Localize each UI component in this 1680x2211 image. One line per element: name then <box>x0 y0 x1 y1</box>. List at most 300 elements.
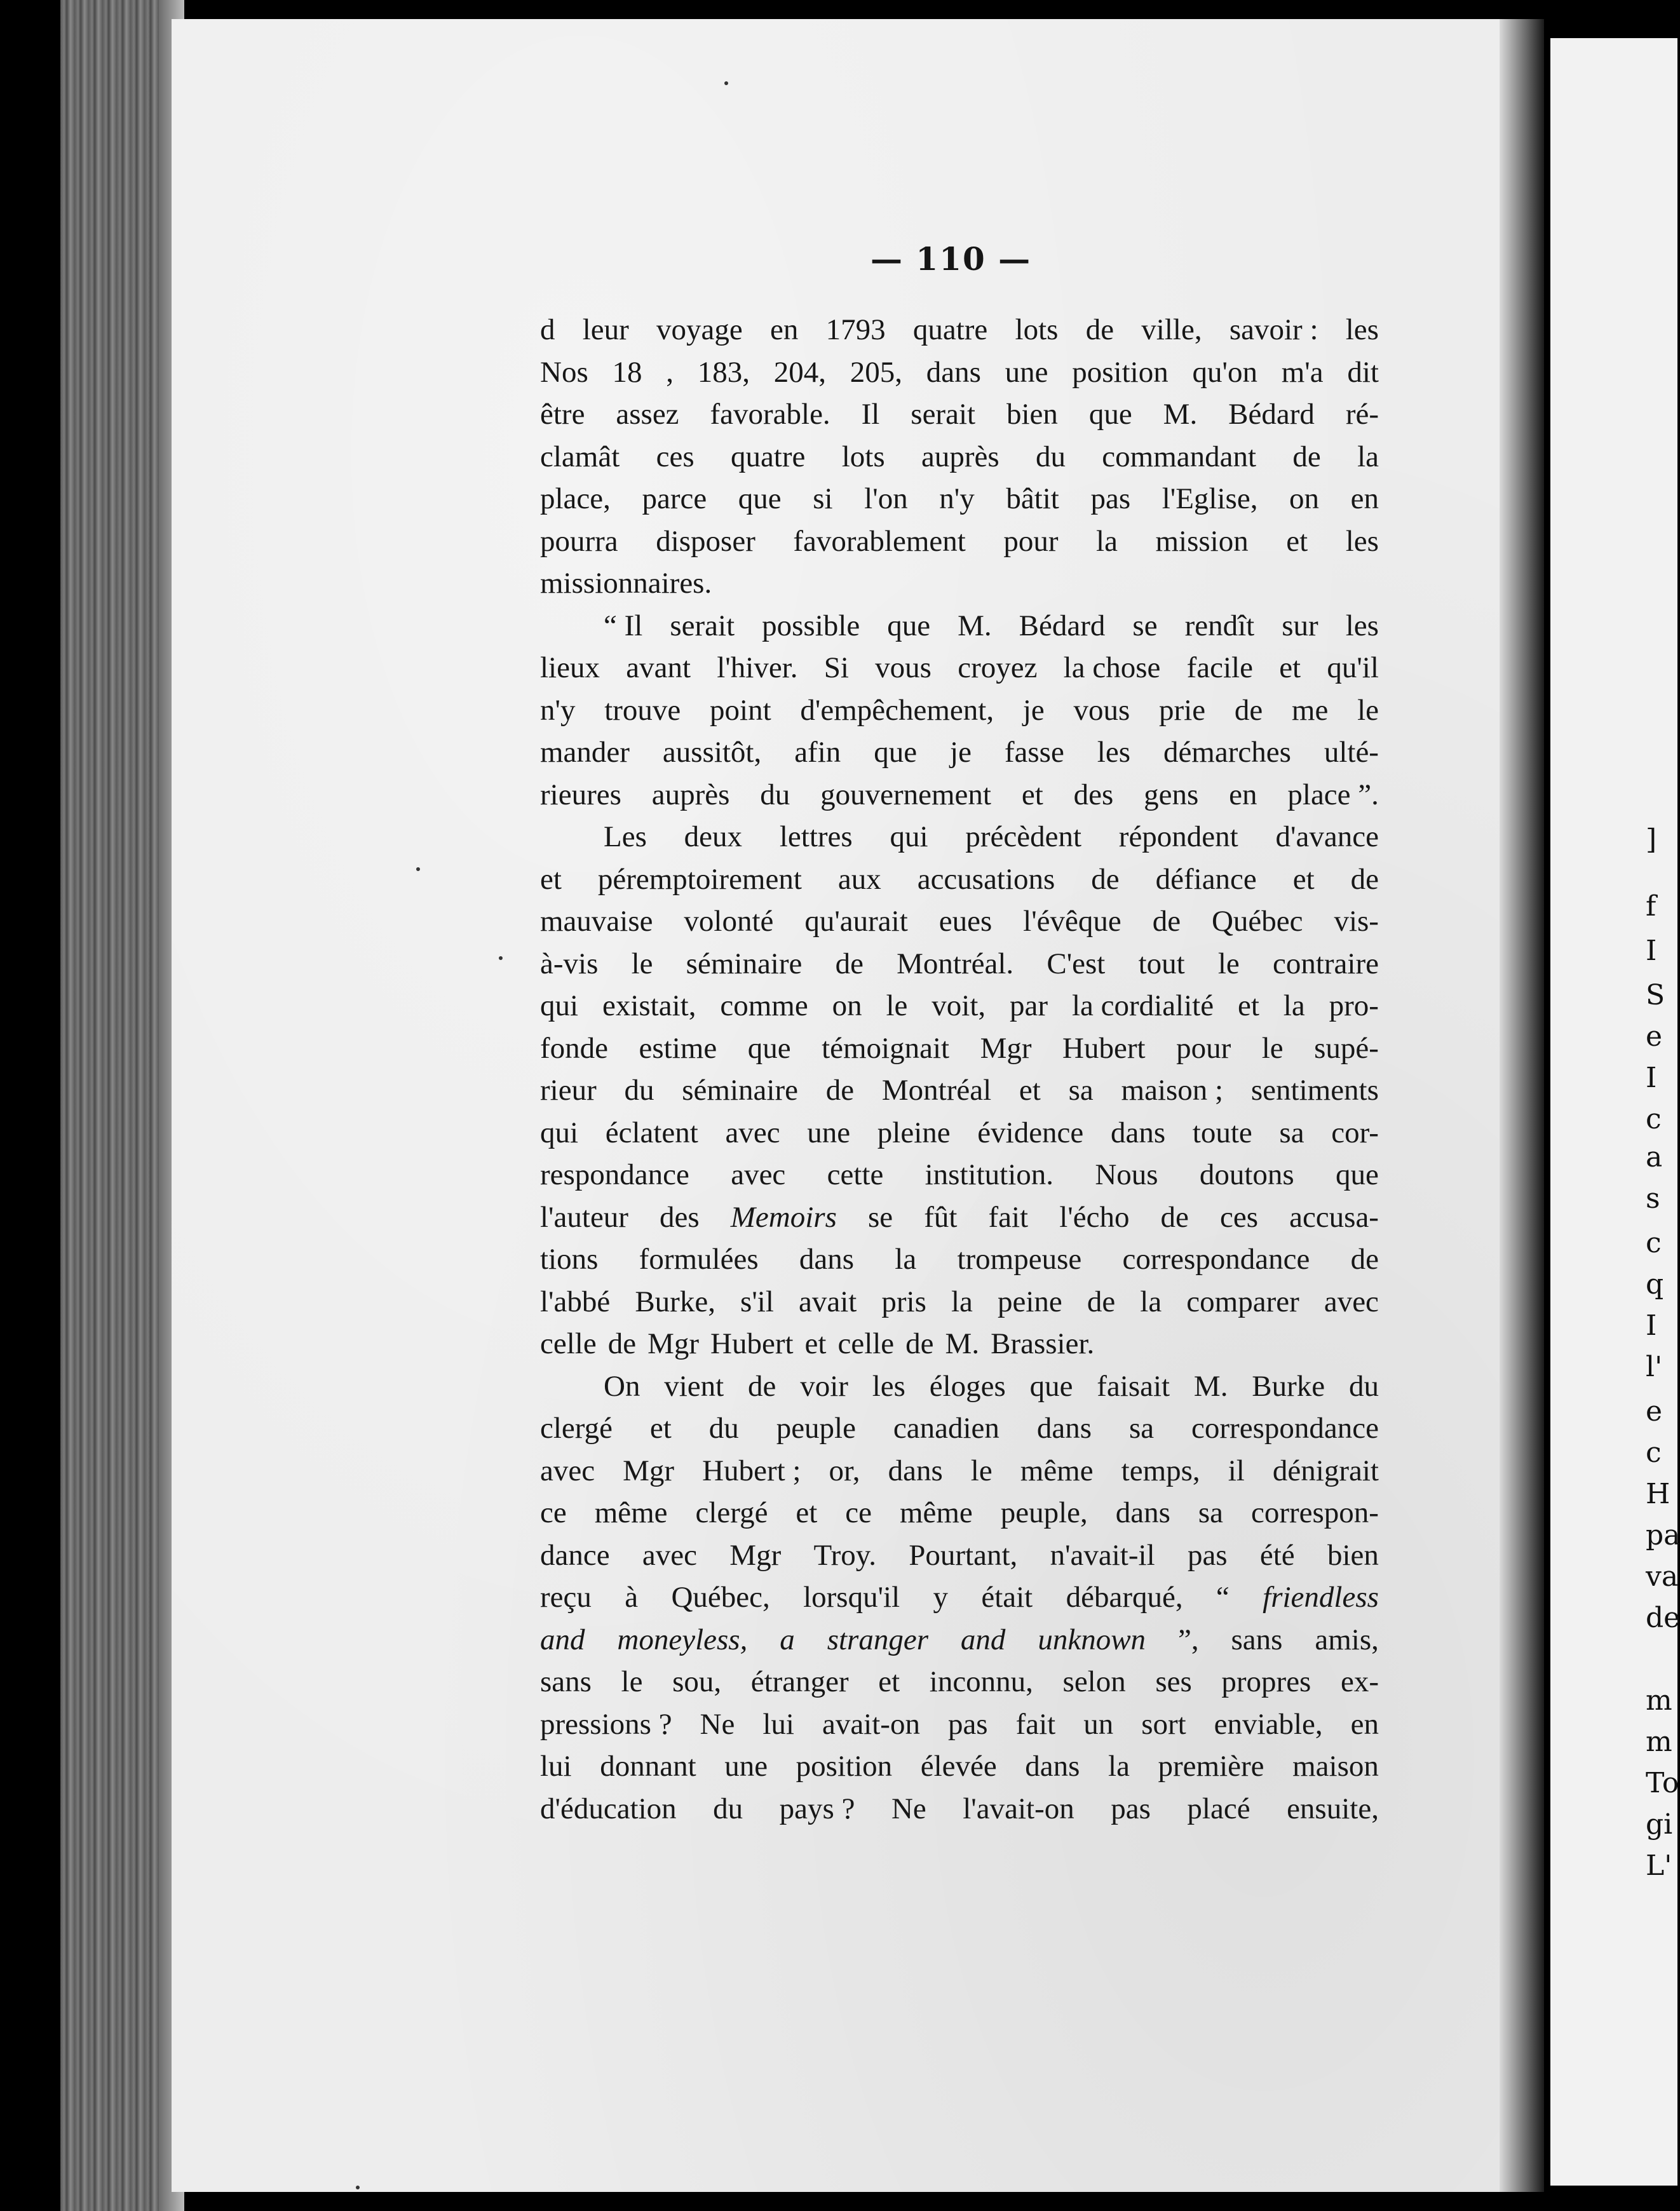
word: pour <box>1003 524 1059 558</box>
word: et <box>1021 778 1043 811</box>
word: clergé <box>540 1412 613 1445</box>
word: dénigrait <box>1272 1454 1379 1487</box>
word: pays ? <box>779 1792 855 1825</box>
word: à <box>625 1581 639 1614</box>
word: gens <box>1144 778 1199 811</box>
word: se <box>1132 609 1158 642</box>
word: peuple <box>776 1412 856 1445</box>
facing-page-fragment: l' <box>1646 1351 1663 1383</box>
word: propres <box>1221 1665 1311 1698</box>
word: avec <box>540 1454 595 1487</box>
word: pas <box>1090 482 1131 515</box>
word: de <box>1152 905 1181 938</box>
word: de <box>835 947 864 980</box>
word: auprès <box>921 440 999 473</box>
word: Mgr <box>647 1327 700 1360</box>
word: Québec, <box>671 1581 770 1614</box>
word: ce <box>845 1496 872 1529</box>
word: d <box>540 313 555 346</box>
word: fonde <box>540 1031 609 1065</box>
word: mission <box>1155 524 1249 558</box>
word: avait-on <box>822 1707 920 1741</box>
word: qu'on <box>1192 355 1257 389</box>
word: sentiments <box>1250 1074 1379 1107</box>
text-line <box>540 1323 1379 1365</box>
word: de <box>607 1327 637 1360</box>
word: gouvernement <box>820 778 991 811</box>
word: défiance <box>1155 862 1257 896</box>
facing-page-fragment: c <box>1646 1227 1662 1259</box>
text-line <box>540 774 1379 816</box>
word: les <box>872 1369 905 1403</box>
word: Hubert <box>710 1327 794 1360</box>
word: lieux <box>540 651 600 684</box>
text-line <box>540 478 1379 520</box>
word: de <box>905 1327 934 1360</box>
word: fasse <box>1004 736 1064 769</box>
facing-page-fragment: gi <box>1646 1808 1673 1841</box>
word: même <box>594 1496 668 1529</box>
facing-page-fragment: a <box>1646 1141 1663 1173</box>
word: de <box>825 1074 855 1107</box>
text-line <box>540 858 1379 901</box>
word: première <box>1158 1750 1264 1783</box>
text-line <box>540 1450 1379 1492</box>
word: débarqué, <box>1066 1581 1183 1614</box>
word: aussitôt, <box>662 736 762 769</box>
word: sort <box>1141 1707 1186 1741</box>
word: avant <box>626 651 691 684</box>
word: Les <box>604 820 647 853</box>
word: sans <box>540 1665 592 1698</box>
word: 204, <box>773 355 826 389</box>
word: d'avance <box>1275 820 1379 853</box>
word: ”, <box>1177 1623 1199 1656</box>
word: inconnu, <box>929 1665 1033 1698</box>
word: y <box>933 1581 948 1614</box>
word: on <box>832 989 862 1022</box>
word: une <box>807 1116 851 1149</box>
word: péremptoirement <box>597 862 802 896</box>
word: de <box>1292 440 1321 473</box>
word: lui <box>540 1750 572 1783</box>
word: Burke, <box>635 1285 715 1318</box>
word: que <box>874 736 918 769</box>
word: on <box>1289 482 1320 515</box>
word: a <box>780 1623 795 1656</box>
text-line <box>540 1576 1379 1619</box>
word: faisait <box>1097 1369 1170 1403</box>
word: estime <box>639 1031 717 1065</box>
word: peine <box>997 1285 1062 1318</box>
word: supé- <box>1314 1031 1379 1065</box>
facing-page-fragment: ] <box>1646 823 1657 856</box>
word: maison <box>1292 1750 1379 1783</box>
word: témoignait <box>822 1031 950 1065</box>
word: et <box>804 1327 827 1360</box>
facing-page-fragment: e <box>1646 1395 1663 1428</box>
word: la <box>895 1243 917 1276</box>
word: la cordialité <box>1071 989 1214 1022</box>
facing-page-fragment: e <box>1646 1020 1663 1053</box>
facing-page-fragment: c <box>1646 1437 1662 1469</box>
word: éclatent <box>605 1116 698 1149</box>
word: place ”. <box>1287 778 1379 811</box>
word: la chose <box>1063 651 1161 684</box>
word: le <box>1217 947 1240 980</box>
word: du <box>1348 1369 1379 1403</box>
text-line <box>540 1619 1379 1661</box>
word: , <box>666 355 674 389</box>
word: “ Il <box>604 609 643 642</box>
word: que <box>887 609 931 642</box>
word: se <box>867 1200 893 1234</box>
text-line <box>540 689 1379 732</box>
word: ces <box>656 440 694 473</box>
word: trouve <box>604 693 681 727</box>
word: and <box>540 1623 585 1656</box>
word: pourra <box>540 524 618 558</box>
facing-page-fragment: c <box>1646 1103 1662 1135</box>
word: dans <box>1110 1116 1166 1149</box>
word: missionnaires. <box>540 567 712 600</box>
word: et <box>1279 651 1301 684</box>
word: leur <box>582 313 629 346</box>
word: parce <box>642 482 707 515</box>
word: la <box>1283 989 1305 1022</box>
word: l'Eglise, <box>1162 482 1258 515</box>
word: être <box>540 398 585 431</box>
word: en <box>1350 1707 1379 1741</box>
word: et <box>878 1665 900 1698</box>
word: ensuite, <box>1287 1792 1379 1825</box>
word: Ne <box>891 1792 926 1825</box>
text-line <box>540 943 1379 985</box>
facing-page-fragment: S <box>1646 979 1665 1011</box>
text-line <box>540 1788 1379 1830</box>
word: été <box>1259 1538 1295 1572</box>
text-line <box>540 1027 1379 1070</box>
word: m'a <box>1281 355 1324 389</box>
text-line <box>540 520 1379 563</box>
text-line <box>540 393 1379 436</box>
word: d'éducation <box>540 1792 677 1825</box>
text-line <box>540 816 1379 858</box>
word: et <box>649 1412 672 1445</box>
word: C'est <box>1047 947 1106 980</box>
word: les <box>1345 313 1379 346</box>
facing-page-fragment: m <box>1646 1684 1672 1717</box>
word: trompeuse <box>957 1243 1082 1276</box>
facing-page-fragment: f <box>1646 890 1656 923</box>
word: de <box>1087 1285 1116 1318</box>
word: une <box>724 1750 768 1783</box>
word: avait <box>798 1285 857 1318</box>
word: Si <box>823 651 849 684</box>
word: que <box>1088 398 1132 431</box>
word: du <box>760 778 790 811</box>
word: eues <box>938 905 992 938</box>
word: rieures <box>540 778 621 811</box>
word: et <box>540 862 562 896</box>
word: du <box>624 1074 654 1107</box>
word: Mgr <box>623 1454 675 1487</box>
word: l'hiver. <box>717 651 798 684</box>
word: deux <box>684 820 743 853</box>
word: comparer <box>1186 1285 1299 1318</box>
word: mauvaise <box>540 905 653 938</box>
text-line <box>540 351 1379 394</box>
word: institution. <box>925 1158 1054 1191</box>
text-line <box>540 1238 1379 1281</box>
word: temps, <box>1121 1454 1200 1487</box>
facing-page-fragment: L' <box>1646 1849 1672 1882</box>
word: pas <box>1187 1538 1228 1572</box>
word: les <box>1097 736 1130 769</box>
word: tout <box>1138 947 1185 980</box>
word: l'évêque <box>1023 905 1121 938</box>
word: and <box>960 1623 1006 1656</box>
word: facile <box>1186 651 1253 684</box>
text-line <box>540 1661 1379 1703</box>
text-line <box>540 436 1379 478</box>
word: du <box>713 1792 743 1825</box>
word: l'avait-on <box>963 1792 1074 1825</box>
word: or, <box>829 1454 860 1487</box>
word: assez <box>616 398 679 431</box>
word: correspon- <box>1250 1496 1379 1529</box>
word: placé <box>1187 1792 1250 1825</box>
text-line <box>540 1112 1379 1154</box>
word: lettres <box>779 820 853 853</box>
text-line <box>540 1365 1379 1408</box>
word: moneyless, <box>617 1623 748 1656</box>
word: enviable, <box>1214 1707 1323 1741</box>
word: ville, <box>1141 313 1202 346</box>
word: vous <box>875 651 931 684</box>
word: ex- <box>1340 1665 1379 1698</box>
word: friendless <box>1263 1581 1379 1614</box>
word: et <box>796 1496 818 1529</box>
word: correspondance <box>1122 1243 1310 1276</box>
word: n'avait-il <box>1050 1538 1155 1572</box>
word: afin <box>794 736 841 769</box>
word: Québec <box>1211 905 1303 938</box>
word: le <box>1261 1031 1284 1065</box>
word: ses <box>1155 1665 1192 1698</box>
word: Nos <box>540 355 588 389</box>
word: sans <box>1231 1623 1283 1656</box>
word: sa <box>1128 1412 1155 1445</box>
word: position <box>1072 355 1169 389</box>
word: un <box>1083 1707 1114 1741</box>
word: était <box>981 1581 1033 1614</box>
facing-page-fragment: va <box>1646 1560 1679 1593</box>
word: sa <box>1198 1496 1223 1529</box>
text-line <box>540 1534 1379 1577</box>
word: même <box>1020 1454 1094 1487</box>
word: et <box>1237 989 1259 1022</box>
word: dans <box>1115 1496 1170 1529</box>
word: avec <box>1324 1285 1379 1318</box>
word: Bédard <box>1019 609 1106 642</box>
word: On <box>604 1369 640 1403</box>
word: de <box>1160 1200 1189 1234</box>
word: auprès <box>651 778 730 811</box>
word: étranger <box>750 1665 849 1698</box>
word: le <box>631 947 653 980</box>
word: sur <box>1282 609 1318 642</box>
word: ré- <box>1345 398 1379 431</box>
word: dans <box>1025 1750 1080 1783</box>
word: Montréal. <box>897 947 1014 980</box>
word: qui <box>890 820 928 853</box>
word: place, <box>540 482 611 515</box>
word: de <box>1091 862 1120 896</box>
word: volonté <box>684 905 774 938</box>
word: voit, <box>931 989 986 1022</box>
word: ces <box>1219 1200 1258 1234</box>
word: le <box>970 1454 992 1487</box>
word: “ <box>1216 1581 1230 1614</box>
word: cette <box>827 1158 884 1191</box>
word: du <box>708 1412 739 1445</box>
body-text <box>540 309 1379 1830</box>
word: séminaire <box>682 1074 798 1107</box>
word: et <box>1019 1074 1041 1107</box>
word: Mgr <box>729 1538 782 1572</box>
word: rendît <box>1184 609 1255 642</box>
scan-speck <box>724 81 728 85</box>
word: de <box>748 1369 776 1403</box>
facing-page-fragment: m <box>1646 1726 1672 1758</box>
word: la <box>1357 440 1379 473</box>
word: la <box>951 1285 973 1318</box>
word: des <box>660 1200 700 1234</box>
word: de <box>1234 693 1263 727</box>
word: n'y <box>540 693 576 727</box>
word: vient <box>664 1369 724 1403</box>
facing-page-fragment: H <box>1646 1478 1670 1510</box>
text-line <box>540 1196 1379 1239</box>
facing-page-fragment: q <box>1646 1268 1664 1301</box>
word: Hubert <box>1062 1031 1146 1065</box>
word: qui <box>540 1116 579 1149</box>
word: contraire <box>1272 947 1379 980</box>
facing-page-fragment: I <box>1646 1062 1657 1094</box>
word: clamât <box>540 440 620 473</box>
word: l'on <box>864 482 908 515</box>
word: favorable. <box>710 398 830 431</box>
word: pro- <box>1329 989 1379 1022</box>
word: par <box>1010 989 1048 1022</box>
word: cor- <box>1331 1116 1379 1149</box>
word: Montréal <box>881 1074 992 1107</box>
word: bien <box>1006 398 1058 431</box>
word: 183, <box>697 355 750 389</box>
word: même <box>899 1496 973 1529</box>
word: clergé <box>695 1496 768 1529</box>
word: fût <box>924 1200 958 1234</box>
word: Hubert ; <box>702 1454 801 1487</box>
word: bien <box>1327 1538 1379 1572</box>
word: d'empêchement, <box>800 693 994 727</box>
scan-speck <box>416 867 420 871</box>
text-line <box>540 1069 1379 1112</box>
word: la <box>1108 1750 1130 1783</box>
text-line <box>540 562 1379 605</box>
word: disposer <box>656 524 755 558</box>
word: en <box>1229 778 1257 811</box>
book-gutter <box>1500 19 1544 2192</box>
word: amis, <box>1315 1623 1379 1656</box>
word: serait <box>670 609 735 642</box>
word: favorablement <box>793 524 966 558</box>
word: bâtit <box>1006 482 1059 515</box>
word: séminaire <box>686 947 803 980</box>
word: fait <box>988 1200 1029 1234</box>
word: que <box>1029 1369 1073 1403</box>
word: voyage <box>656 313 743 346</box>
word: voir <box>800 1369 848 1403</box>
word: fait <box>1015 1707 1056 1741</box>
word: comme <box>720 989 808 1022</box>
text-line <box>540 1745 1379 1788</box>
word: accusations <box>917 862 1055 896</box>
word: me <box>1291 693 1329 727</box>
word: Bédard <box>1228 398 1315 431</box>
word: qu'aurait <box>804 905 908 938</box>
word: pour <box>1176 1031 1231 1065</box>
word: la <box>1096 524 1118 558</box>
word: que <box>738 482 782 515</box>
word: je <box>1022 693 1045 727</box>
word: une <box>1005 355 1048 389</box>
word: dans <box>1036 1412 1092 1445</box>
word: de <box>1085 313 1114 346</box>
word: éloges <box>929 1369 1006 1403</box>
word: que <box>1336 1158 1379 1191</box>
word: ulté- <box>1324 736 1379 769</box>
word: canadien <box>893 1412 999 1445</box>
word: ce <box>540 1496 567 1529</box>
word: maison ; <box>1121 1074 1224 1107</box>
word: répondent <box>1118 820 1238 853</box>
word: lots <box>841 440 885 473</box>
word: possible <box>762 609 860 642</box>
facing-page-fragment: I <box>1646 935 1657 967</box>
word: Mgr <box>980 1031 1032 1065</box>
word: pas <box>1111 1792 1151 1825</box>
scan-speck <box>499 956 503 960</box>
word: dance <box>540 1538 610 1572</box>
word: et <box>1286 524 1308 558</box>
word: à-vis <box>540 947 599 980</box>
word: dit <box>1347 355 1379 389</box>
word: prie <box>1159 693 1206 727</box>
word: s'il <box>740 1285 774 1318</box>
word: sa <box>1068 1074 1094 1107</box>
word: Troy. <box>813 1538 876 1572</box>
facing-page-fragment: pa <box>1646 1519 1680 1552</box>
facing-page-fragment: s <box>1646 1182 1660 1215</box>
word: vous <box>1073 693 1130 727</box>
word: sou, <box>672 1665 722 1698</box>
word: qui <box>540 989 579 1022</box>
word: accusa- <box>1289 1200 1379 1234</box>
word: 18 <box>612 355 642 389</box>
page-edge-stack <box>60 0 175 2211</box>
